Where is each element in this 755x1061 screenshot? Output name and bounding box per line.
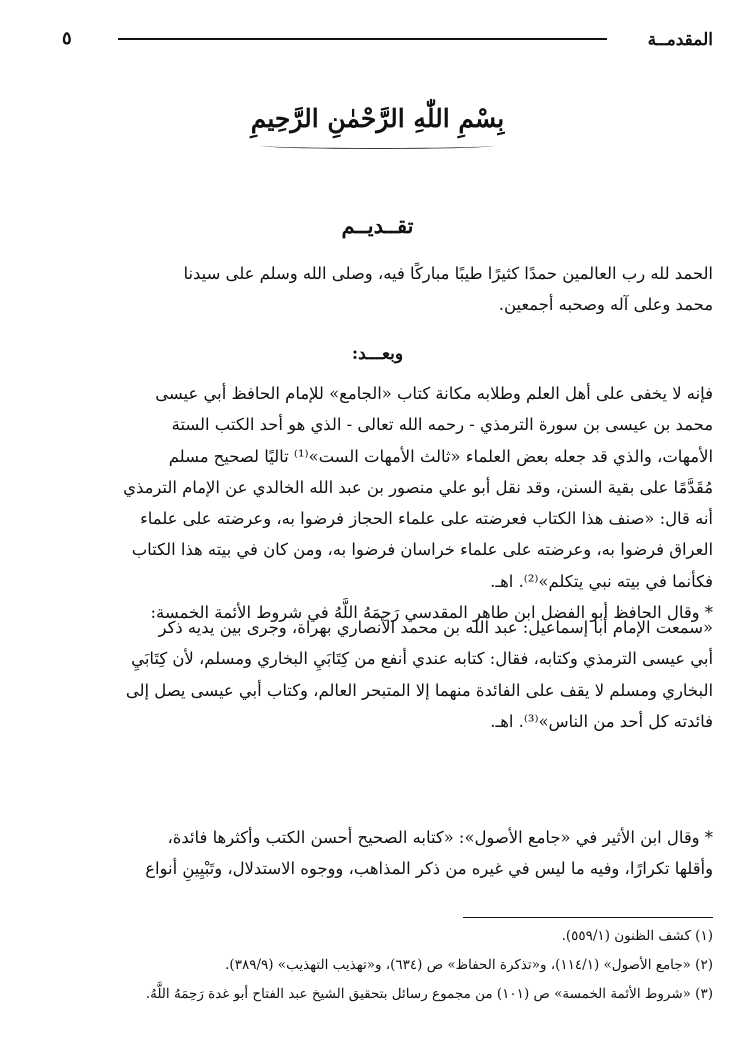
intro-paragraph [64, 258, 713, 321]
footnote: (٣) «شروط الأئمة الخمسة» ص (١٠١) من مجموع رسائل بتحقيق الشيخ عبد الفتاح أبو غدة رَحِمَهُ اللَّهُ. [145, 986, 713, 1002]
text-line: محمد وعلى آله وصحبه أجمعين. [498, 295, 713, 315]
quote-paragraph [64, 612, 713, 737]
text-line: فإنه لا يخفى على أهل العلم وطلابه مكانة كتاب «الجامع» للإمام الحافظ أبي عيسى [155, 384, 713, 403]
basmala-ornament [260, 142, 495, 149]
text-line: العراق فرضوا به، وعرضته على علماء خراسان فرضوا به، ومن كان في بيته هذا الكتاب [131, 540, 713, 560]
basmala-calligraphy: بِسْمِ اللّٰهِ الرَّحْمٰنِ الرَّحِيمِ [250, 104, 505, 133]
text-line: فائدته كل أحد من الناس»⁽³⁾. اهـ. [490, 711, 713, 731]
ibn-athir-paragraph [64, 822, 713, 885]
header-rule [118, 38, 607, 40]
text-line: أنه قال: «صنف هذا الكتاب فعرضته على علماء الحجاز فرضوا به، وعرضته على علماء [140, 509, 713, 529]
text-line: الأمهات، والذي قد جعله بعض العلماء «ثالث الأمهات الست»⁽¹⁾ تاليًا لصحيح مسلم [168, 446, 713, 466]
text-line: وأقلها تكرارًا، وفيه ما ليس في غيره من ذكر المذاهب، ووجوه الاستدلال، وتَبْيِينِ أنواع [145, 859, 713, 879]
text-line: محمد بن عيسى بن سورة الترمذي - رحمه الله تعالى - الذي هو أحد الكتب الستة [171, 415, 713, 435]
section-heading: تقــديــم [341, 213, 414, 238]
text-line: * وقال الحافظ أبو الفضل ابن طاهر المقدسي رَحِمَهُ اللَّهُ في شروط الأئمة الخمسة: [150, 603, 713, 623]
footnote-rule [463, 917, 713, 918]
main-paragraph [64, 378, 713, 628]
footnotes [58, 922, 713, 1009]
footnote: (٢) «جامع الأصول» (١١٤/١)، و«تذكرة الحفاظ» ص (٦٣٤)، و«تهذيب التهذيب» (٣٨٩/٩). [225, 957, 713, 973]
text-line: * وقال ابن الأثير في «جامع الأصول»: «كتابه الصحيح أحسن الكتب وأكثرها فائدة، [167, 828, 713, 847]
footnote: (١) كشف الظنون (٥٥٩/١). [561, 928, 713, 944]
page-number: ٥ [62, 28, 72, 49]
text-line: الحمد لله رب العالمين حمدًا كثيرًا طيبًا مباركًا فيه، وصلى الله وسلم على سيدنا [183, 264, 713, 283]
text-line: «سمعت الإمام أبا إسماعيل: عبد الله بن محمد الأنصاري بهراة، وجرى بين يديه ذكر [158, 618, 713, 637]
text-line: أبي عيسى الترمذي وكتابه، فقال: كتابه عندي أنفع من كِتَابَيِ البخاري ومسلم، لأن كِتَابَيِ [131, 649, 713, 669]
subheading-baad: وبعـــد: [351, 344, 404, 364]
text-line: فكأنما في بيته نبي يتكلم»⁽²⁾. اهـ. [490, 571, 713, 591]
text-line: مُقَدَّمًا على بقية السنن، وقد نقل أبو علي منصور بن عبد الله الخالدي عن الإمام الترمذي [123, 477, 713, 497]
text-line: البخاري ومسلم لا يقف على الفائدة منهما إلا المتبحر العالم، وكتاب أبي عيسى يصل إلى [125, 680, 713, 700]
running-header-title: المقدمــة [647, 30, 713, 50]
